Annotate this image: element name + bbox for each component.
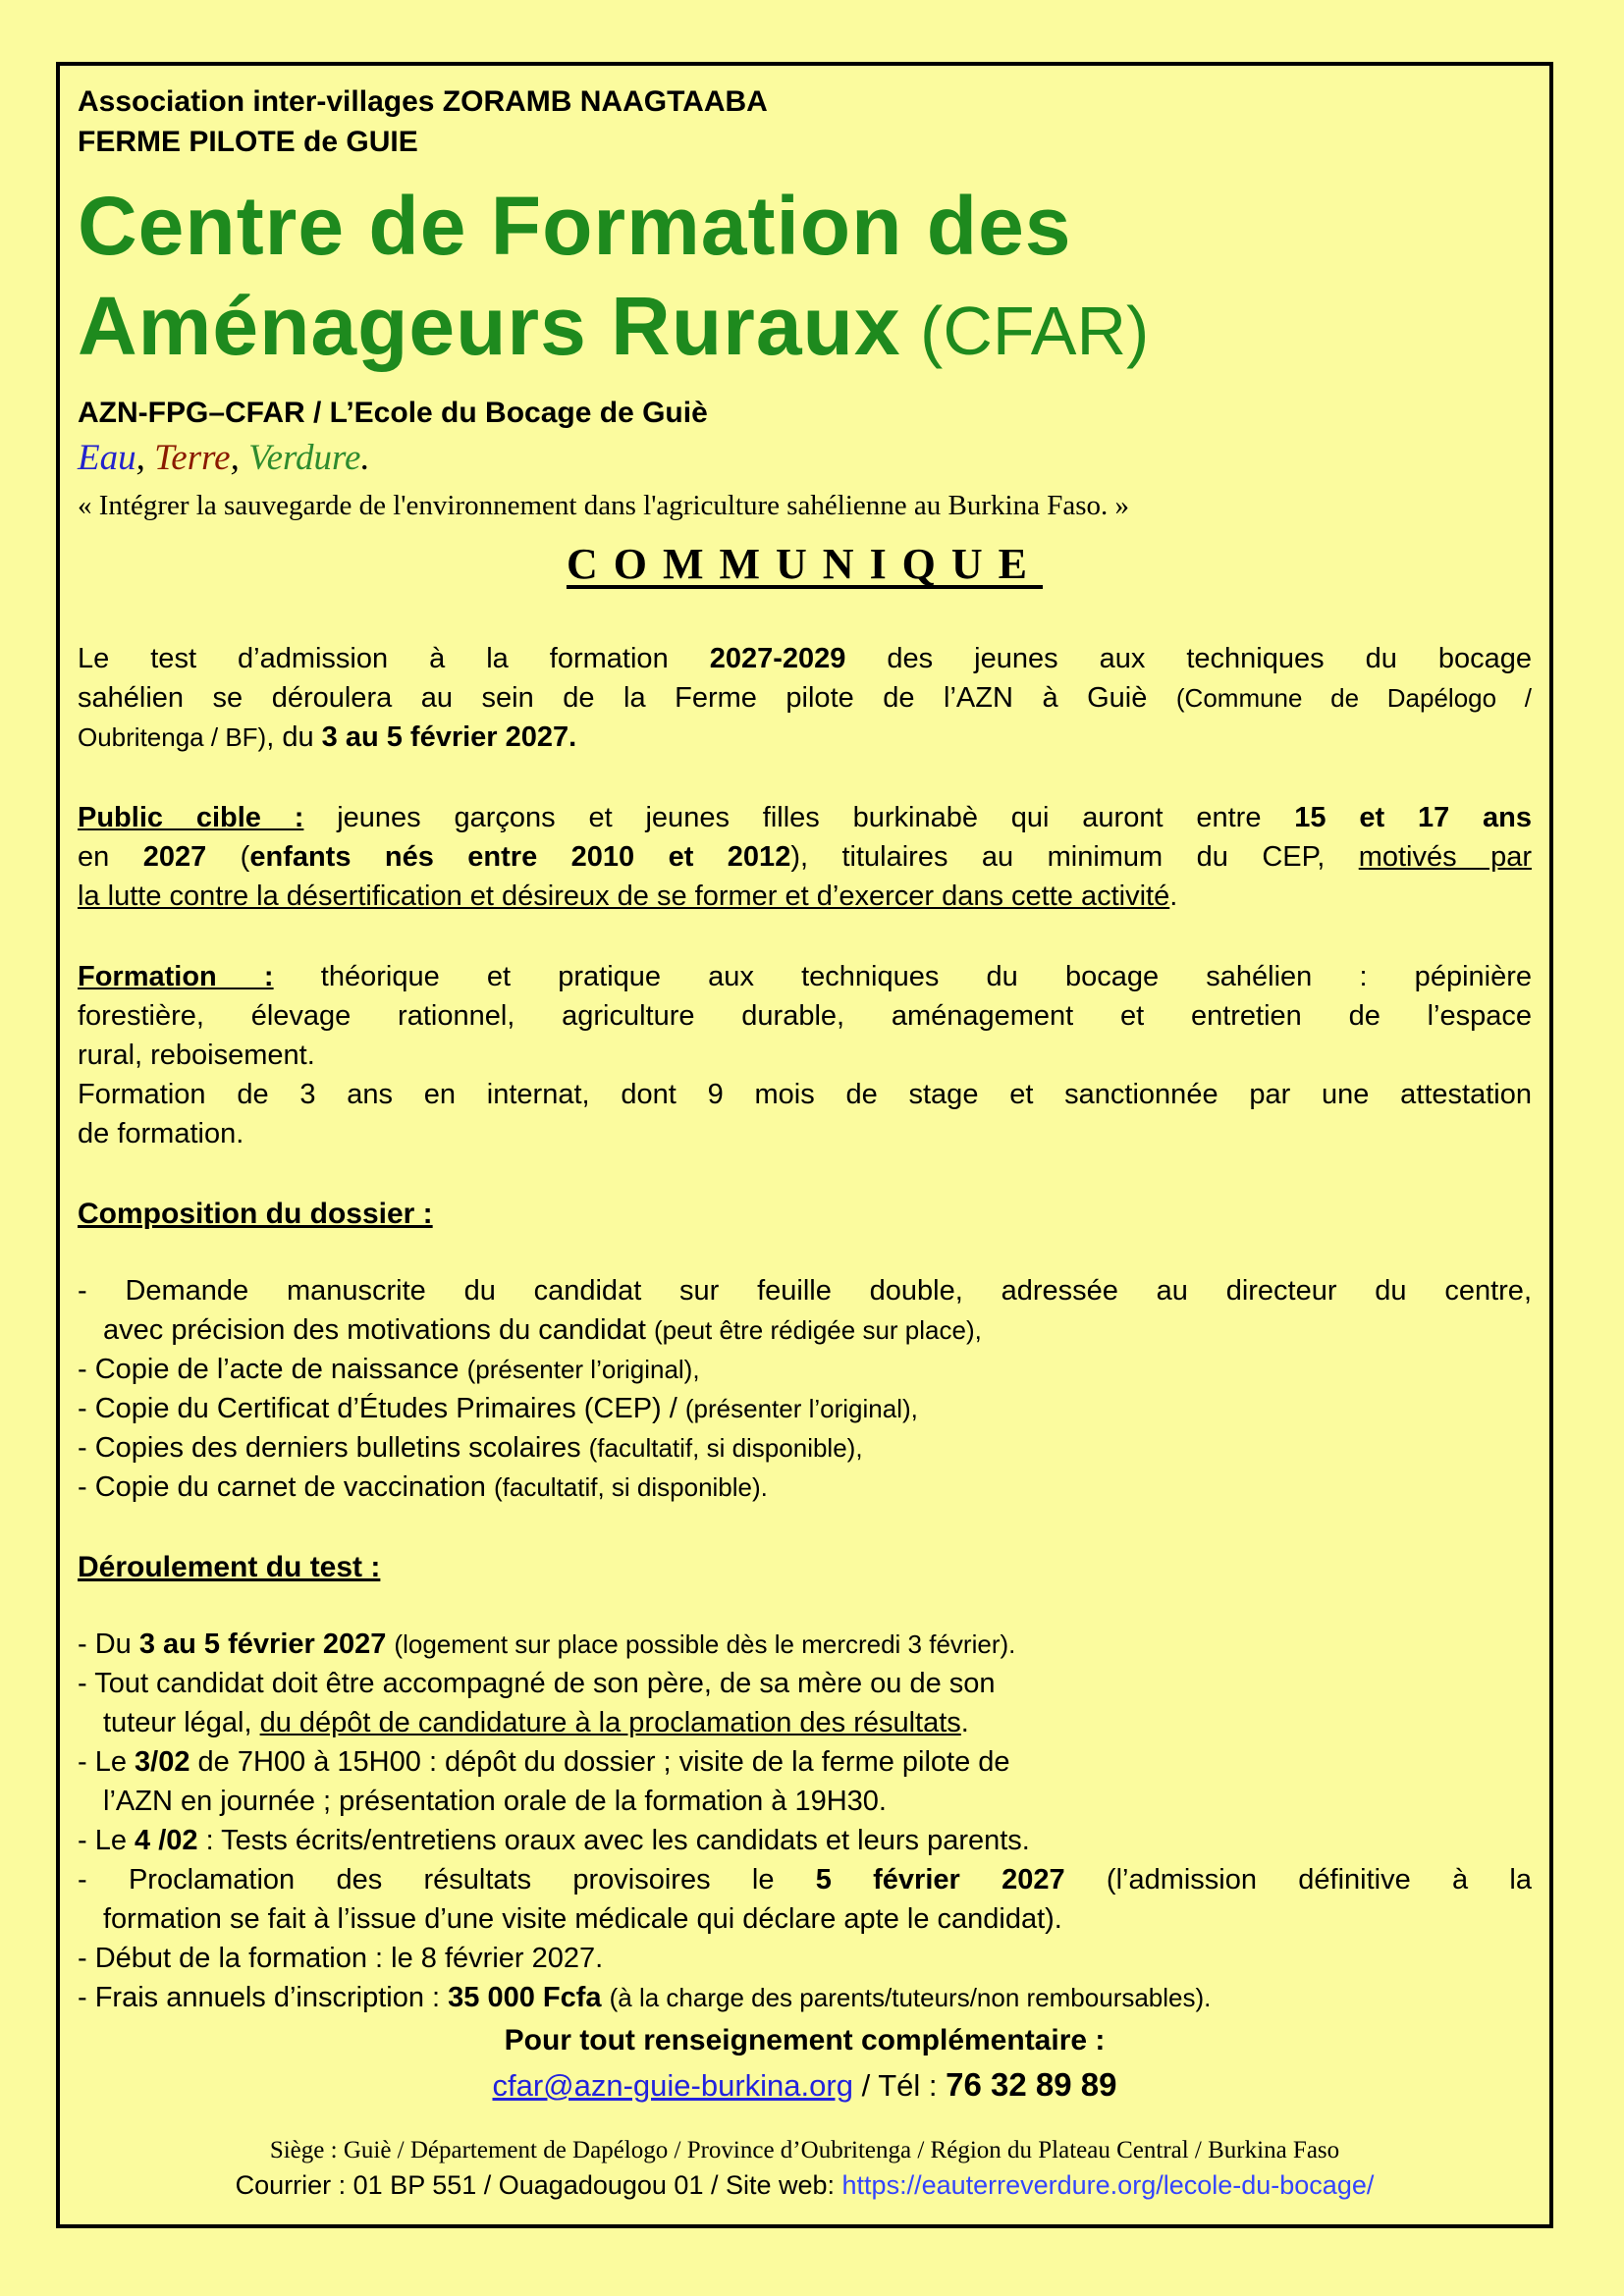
dossier-item-1 (78, 1271, 1532, 1350)
public-cible-label: Public cible : (78, 802, 304, 833)
test-item-4 (78, 1821, 1532, 1860)
dossier-item-5 (78, 1468, 1532, 1507)
formation-line-5: de formation. (78, 1118, 244, 1149)
communique-heading-row (78, 536, 1532, 598)
intro-line-2 (78, 678, 1532, 718)
postal-address: Courrier : 01 BP 551 / Ouagadougou 01 / Site web: (235, 2170, 842, 2200)
title-acronym: (CFAR) (900, 293, 1150, 369)
motto-word-eau: Eau (78, 438, 136, 478)
text-run (602, 1982, 610, 2013)
test-heading: Déroulement du test : (78, 1551, 381, 1583)
formation-line-3: rural, reboisement. (78, 1040, 315, 1071)
dossier-heading: Composition du dossier : (78, 1198, 433, 1230)
phone-number: 76 32 89 89 (946, 2066, 1117, 2103)
text-run: - Proclamation des résultats provisoires le (78, 1864, 816, 1896)
text-run: , du (266, 721, 322, 753)
text-run: théorique et pratique aux techniques du bocage sahélien : pépinière (273, 961, 1532, 992)
main-title-line2-text: Aménageurs Ruraux (78, 280, 901, 372)
bold-run-session-years: 2027-2029 (709, 643, 846, 674)
public-cible-line-3 (78, 877, 1532, 916)
dossier-list (78, 1271, 1532, 1507)
test-item-6: - Début de la formation : le 8 février 2027. (78, 1943, 604, 1974)
motto-sep1: , (135, 438, 155, 478)
small-run-note: (à la charge des parents/tuteurs/non remboursables). (609, 1983, 1212, 2012)
text-run: / Tél : (852, 2068, 947, 2103)
test-item-5-line-1 (78, 1860, 1532, 1899)
text-run: ), titulaires au minimum du CEP, (790, 841, 1359, 873)
text-run: des jeunes aux techniques du bocage (845, 643, 1533, 674)
underline-run-motivation: motivés par (1358, 841, 1532, 873)
bold-run-ages: 15 et 17 ans (1294, 802, 1532, 833)
test-list (78, 1625, 1532, 2017)
dossier-heading-row (78, 1195, 1532, 1234)
website-link[interactable]: https://eauterreverdure.org/lecole-du-bocage/ (841, 2170, 1375, 2200)
dossier-item-4 (78, 1428, 1532, 1468)
test-item-2-line-2 (78, 1703, 1532, 1742)
bold-run-dates: 3 au 5 février 2027 (138, 1629, 387, 1660)
small-run-note: (présenter l’original), (684, 1394, 918, 1423)
small-run-commune: (Commune de Dapélogo / (1175, 683, 1532, 713)
small-run-note: (logement sur place possible dès le mercredi 3 février). (394, 1629, 1016, 1659)
footer-address: Siège : Guiè / Département de Dapélogo / Province d’Oubritenga / Région du Plateau Central / Burkina Faso (269, 2137, 1340, 2163)
bold-run-day1: 3/02 (135, 1746, 190, 1778)
formation-label: Formation : (78, 961, 274, 992)
text-run: . (1169, 881, 1178, 912)
dossier-item-2 (78, 1350, 1532, 1389)
dossier-item-3 (78, 1389, 1532, 1428)
formation-line-2: forestière, élevage rationnel, agriculture durable, aménagement et entretien de l’espace (78, 1000, 1532, 1032)
text-run: jeunes garçons et jeunes filles burkinabè qui auront entre (303, 802, 1295, 833)
small-run-note: (présenter l’original), (466, 1355, 700, 1384)
org-name: Association inter-villages ZORAMB NAAGTAABA (78, 85, 768, 118)
test-item-1 (78, 1625, 1532, 1664)
footer-mail-line (78, 2167, 1532, 2203)
text-run: - Copie du Certificat d’Études Primaires (CEP) / (78, 1393, 685, 1424)
communique-document (56, 62, 1553, 2228)
dossier-item-1-line-1: - Demande manuscrite du candidat sur feuille double, adressée au directeur du centre, (78, 1275, 1532, 1307)
text-run: avec précision des motivations du candidat (103, 1314, 654, 1346)
contact-line (78, 2062, 1532, 2109)
intro-paragraph (78, 639, 1532, 757)
test-item-2 (78, 1664, 1532, 1742)
test-item-3-line-1 (78, 1742, 1532, 1782)
test-heading-row (78, 1548, 1532, 1587)
text-run: : Tests écrits/entretiens oraux avec les candidats et leurs parents. (197, 1825, 1030, 1856)
text-run: - Copies des derniers bulletins scolaires (78, 1432, 589, 1464)
main-title-line2 (78, 276, 1532, 381)
text-run: Le test d’admission à la formation (78, 643, 710, 674)
bold-run-fees: 35 000 Fcfa (448, 1982, 602, 2013)
small-run-note: (peut être rédigée sur place), (653, 1315, 982, 1345)
text-run: de 7H00 à 15H00 : dépôt du dossier ; visite de la ferme pilote de (189, 1746, 1010, 1778)
text-run: - Le (78, 1825, 135, 1856)
intro-line-1 (78, 639, 1532, 678)
formation-line-1 (78, 957, 1532, 996)
test-item-5 (78, 1860, 1532, 1939)
bold-run-year: 2027 (142, 841, 207, 873)
dossier-item-1-line-2 (78, 1310, 1532, 1350)
text-run: - Copie de l’acte de naissance (78, 1354, 467, 1385)
text-run: . (960, 1707, 969, 1738)
bold-run-birth-years: enfants nés entre 2010 et 2012 (249, 841, 791, 873)
formation-line-4: Formation de 3 ans en internat, dont 9 mois de stage et sanctionnée par une attestation (78, 1079, 1532, 1110)
bold-run-results-date: 5 février 2027 (815, 1864, 1065, 1896)
text-run: tuteur légal, (103, 1707, 260, 1738)
text-run: (l’admission définitive à la (1064, 1864, 1533, 1896)
underline-run-accompany: du dépôt de candidature à la proclamation des résultats (259, 1707, 961, 1738)
text-run: sahélien se déroulera au sein de la Ferme pilote de l’AZN à Guiè (78, 682, 1176, 714)
test-item-7 (78, 1978, 1532, 2017)
test-item-3 (78, 1742, 1532, 1821)
farm-name: FERME PILOTE de GUIE (78, 126, 418, 158)
main-title (78, 176, 1532, 381)
contact-heading: Pour tout renseignement complémentaire : (504, 2024, 1106, 2056)
text-run: - Le (78, 1746, 135, 1778)
text-run: ( (206, 841, 250, 873)
text-run: - Frais annuels d’inscription : (78, 1982, 449, 2013)
small-run-note: (facultatif, si disponible). (493, 1472, 768, 1502)
org-header (78, 81, 1532, 162)
email-link[interactable]: cfar@azn-guie-burkina.org (492, 2068, 853, 2103)
mission-quote: « Intégrer la sauvegarde de l'environnement dans l'agriculture sahélienne au Burkina Faso. » (78, 490, 1129, 521)
motto-end: . (360, 438, 370, 478)
test-item-3-line-2: l’AZN en journée ; présentation orale de la formation à 19H30. (103, 1786, 887, 1817)
motto (78, 436, 1532, 481)
test-item-2-line-1: - Tout candidat doit être accompagné de son père, de sa mère ou de son (78, 1668, 996, 1699)
text-run: en (78, 841, 143, 873)
communique-heading: COMMUNIQUE (566, 540, 1044, 588)
motto-sep2: , (230, 438, 249, 478)
public-cible-line-1 (78, 798, 1532, 837)
school-subtitle: AZN-FPG–CFAR / L’Ecole du Bocage de Guiè (78, 397, 708, 429)
test-item-5-line-2: formation se fait à l’issue d’une visite médicale qui déclare apte le candidat). (103, 1903, 1062, 1935)
formation-section (78, 957, 1532, 1153)
intro-line-3 (78, 718, 1532, 757)
bold-run-test-dates: 3 au 5 février 2027. (321, 721, 577, 753)
main-title-line1: Centre de Formation des (78, 180, 1072, 272)
text-run: - Du (78, 1629, 139, 1660)
small-run-province: Oubritenga / BF) (78, 722, 267, 752)
public-cible-line-2 (78, 837, 1532, 877)
underline-run-motivation-2: la lutte contre la désertification et désireux de se former et d’exercer dans cette activité (78, 881, 1170, 912)
bold-run-day2: 4 /02 (135, 1825, 198, 1856)
motto-word-verdure: Verdure (248, 438, 361, 478)
motto-word-terre: Terre (154, 438, 231, 478)
small-run-note: (facultatif, si disponible), (588, 1433, 863, 1463)
text-run: - Copie du carnet de vaccination (78, 1471, 494, 1503)
public-cible-section (78, 798, 1532, 916)
